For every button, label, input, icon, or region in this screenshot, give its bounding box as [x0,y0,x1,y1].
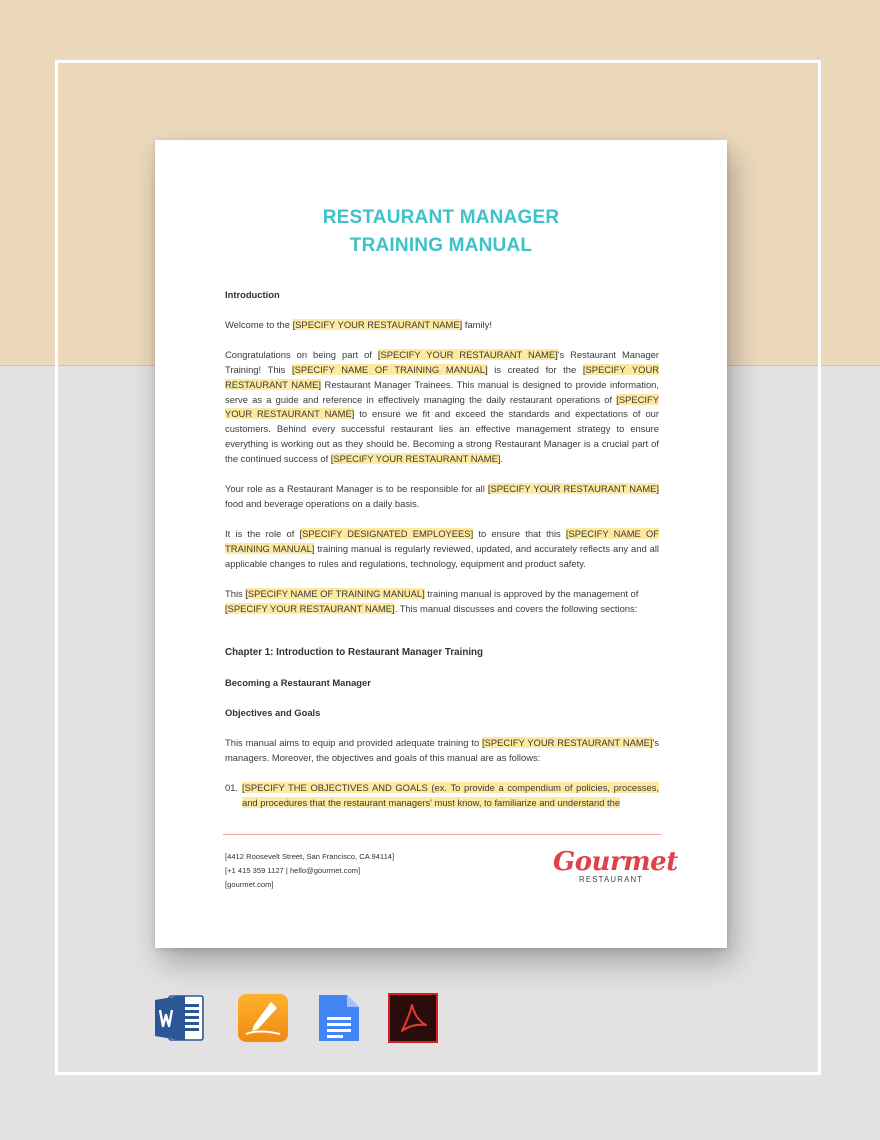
welcome-paragraph: Welcome to the [SPECIFY YOUR RESTAURANT NAME] family! [225,318,492,330]
congrats-paragraph: Congratulations on being part of [SPECIFY YOUR RESTAURANT NAME]'s Restaurant Manager Training! This [SPECIFY NAME OF TRAINING MANUAL] is created for the [SPECIFY YOUR RESTAURANT NAME] Restaurant Manager Trainees. This manual is designed to provide information, serve as a guide and reference in effectively managing the daily restaurant operations of [SPECIFY YOUR RESTAURANT NAME] to ensure we fit and exceed the standards and expectations of our customers. Behind every successful restaurant lies an effective management strategy to ensure everything is working out as they should be. Becoming a strong Restaurant Manager is a crucial part of the continued success of [SPECIFY YOUR RESTAURANT NAME]. [225,348,660,465]
placeholder-highlight: [SPECIFY YOUR RESTAURANT NAME] [225,363,659,390]
logo-subtitle: RESTAURANT [579,875,644,884]
word-icon[interactable] [155,993,205,1043]
document-body [225,288,659,811]
footer-contact [225,850,394,892]
subheading-becoming-manager: Becoming a Restaurant Manager [225,677,371,689]
placeholder-highlight: [SPECIFY YOUR RESTAURANT NAME] [225,393,659,420]
list-number: 01. [225,781,239,793]
placeholder-highlight: [SPECIFY NAME OF TRAINING MANUAL] [225,527,659,554]
google-docs-icon[interactable] [315,993,365,1043]
placeholder-highlight: [SPECIFY DESIGNATED EMPLOYEES] [299,527,474,539]
approved-paragraph: This [SPECIFY NAME OF TRAINING MANUAL] training manual is approved by the management of [SPECIFY YOUR RESTAURANT NAME]. This manual discusses and covers the following sections: [225,587,639,614]
placeholder-highlight: [SPECIFY YOUR RESTAURANT NAME] [292,318,463,330]
subheading-objectives: Objectives and Goals [225,707,321,719]
file-format-icons [155,993,455,1045]
footer-website: [gourmet.com] [225,880,274,889]
placeholder-highlight: [SPECIFY NAME OF TRAINING MANUAL] [291,363,488,375]
aims-paragraph: This manual aims to equip and provided adequate training to [SPECIFY YOUR RESTAURANT NAME]'s managers. Moreover, the objectives and goals of this manual are as follows: [225,737,659,764]
pages-icon[interactable] [238,993,288,1043]
list-text [242,781,659,811]
placeholder-highlight: [SPECIFY THE OBJECTIVES AND GOALS (ex. To provide a compendium of policies, processes, and procedures that the restaurant managers' must know, to familiarize and understand the [242,781,659,808]
title-line-1: RESTAURANT MANAGER [322,207,560,228]
footer-address: [4412 Roosevelt Street, San Francisco, CA 94114] [225,852,395,861]
gourmet-logo [553,847,678,884]
placeholder-highlight: [SPECIFY YOUR RESTAURANT NAME] [225,602,395,614]
title-line-2: TRAINING MANUAL [349,235,533,256]
chapter-1-heading: Chapter 1: Introduction to Restaurant Manager Training [225,647,484,659]
placeholder-highlight: [SPECIFY YOUR RESTAURANT NAME] [487,483,659,495]
footer-phone-email: [+1 415 359 1127 | hello@gourmet.com] [225,866,361,875]
placeholder-highlight: [SPECIFY YOUR RESTAURANT NAME] [377,348,558,360]
footer-divider [223,834,661,835]
document-title [155,204,727,260]
logo-wordmark: Gourmet [553,847,678,877]
adobe-pdf-icon[interactable] [388,993,438,1043]
placeholder-highlight: [SPECIFY YOUR RESTAURANT NAME] [482,737,653,749]
role-paragraph: Your role as a Restaurant Manager is to be responsible for all [SPECIFY YOUR RESTAURANT NAME] food and beverage operations on a daily basis. [225,483,659,509]
intro-heading: Introduction [225,289,280,300]
placeholder-highlight: [SPECIFY YOUR RESTAURANT NAME] [330,453,501,465]
placeholder-highlight: [SPECIFY NAME OF TRAINING MANUAL] [245,587,425,599]
document-page [155,140,727,948]
objectives-list-item [225,781,659,811]
review-paragraph: It is the role of [SPECIFY DESIGNATED EMPLOYEES] to ensure that this [SPECIFY NAME OF TRAINING MANUAL] training manual is regularly reviewed, updated, and accurately reflects any and all applicable changes to rules and regulations, technology, equipment and product safety. [225,527,659,569]
